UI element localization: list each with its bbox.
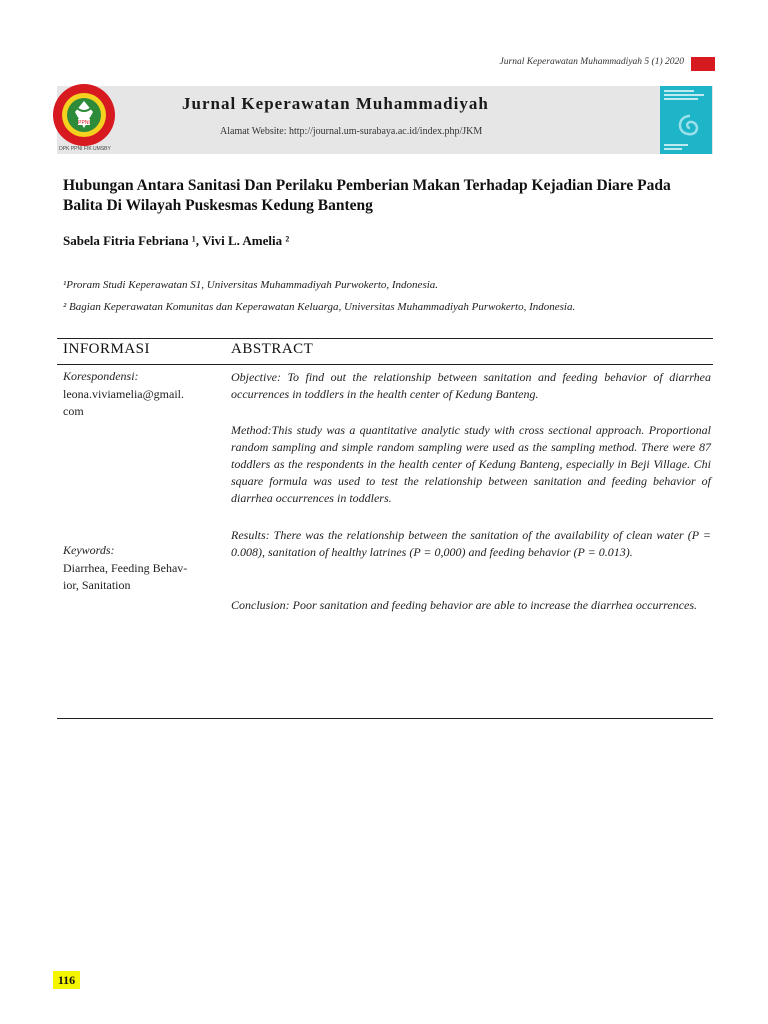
- abstract-conclusion: Conclusion: Poor sanitation and feeding behavior are able to increase the diarrhea occurrences.: [231, 598, 698, 612]
- affiliation-1: ¹Proram Studi Keperawatan S1, Universitas Muhammadiyah Purwokerto, Indonesia.: [63, 279, 439, 291]
- keywords-line-1: Diarrhea, Feeding Behav-: [63, 561, 188, 575]
- keywords-list: [63, 560, 213, 594]
- abstract-method: Method:This study was a quantitative analytic study with cross sectional approach. Proportional random sampling and simple random sampling were used as the sampling method. There were 87 toddlers as the respondents in the health center of Kedung Banteng, especially in Beji Village. Chi square formula was used to test the relationship between sanitation and feeding behavior of diarrhea occurrences in toddlers.: [231, 423, 711, 505]
- logo-caption: DPK PPNI FIK UMSBY: [59, 146, 111, 152]
- affiliation-2: ² Bagian Keperawatan Komunitas dan Keperawatan Keluarga, Universitas Muhammadiyah Purwokerto, Indonesia.: [63, 301, 576, 313]
- keywords-label: Keywords:: [63, 543, 115, 557]
- ppni-logo-icon: [47, 82, 121, 156]
- correspondence-line-2: com: [63, 404, 84, 418]
- table-header-rule: [57, 364, 713, 365]
- journal-website: Alamat Website: http://journal.um-surabaya.ac.id/index.php/JKM: [220, 126, 483, 137]
- correspondence-email: [63, 386, 213, 420]
- correspondence-label: Korespondensi:: [63, 369, 139, 383]
- abstract-objective: Objective: To find out the relationship between sanitation and feeding behavior of diarrhea occurrences in toddlers in the health center of Kedung Banteng.: [231, 370, 711, 401]
- keywords-line-2: ior, Sanitation: [63, 578, 131, 592]
- table-bottom-rule: [57, 718, 713, 719]
- informasi-heading: INFORMASI: [63, 341, 151, 357]
- logo-label: PPNI: [78, 120, 90, 126]
- journal-name: Jurnal Keperawatan Muhammadiyah: [182, 94, 489, 113]
- page-number: 116: [53, 971, 80, 989]
- article-title: Hubungan Antara Sanitasi Dan Perilaku Pemberian Makan Terhadap Kejadian Diare Pada Balita Di Wilayah Puskesmas Kedung Banteng: [63, 177, 671, 214]
- running-head: Jurnal Keperawatan Muhammadiyah 5 (1) 2020: [499, 57, 684, 67]
- table-top-rule: [57, 338, 713, 339]
- abstract-results: Results: There was the relationship between the sanitation of the availability of clean water (P = 0.008), sanitation of healthy latrines (P = 0,000) and feeding behavior (P = 0.013).: [231, 528, 711, 559]
- article-authors: Sabela Fitria Febriana ¹, Vivi L. Amelia ²: [63, 233, 290, 248]
- abstract-heading: ABSTRACT: [231, 341, 314, 357]
- red-corner-block: [691, 57, 715, 71]
- journal-cover-thumbnail: [660, 86, 712, 154]
- correspondence-line-1: leona.viviamelia@gmail.: [63, 387, 185, 401]
